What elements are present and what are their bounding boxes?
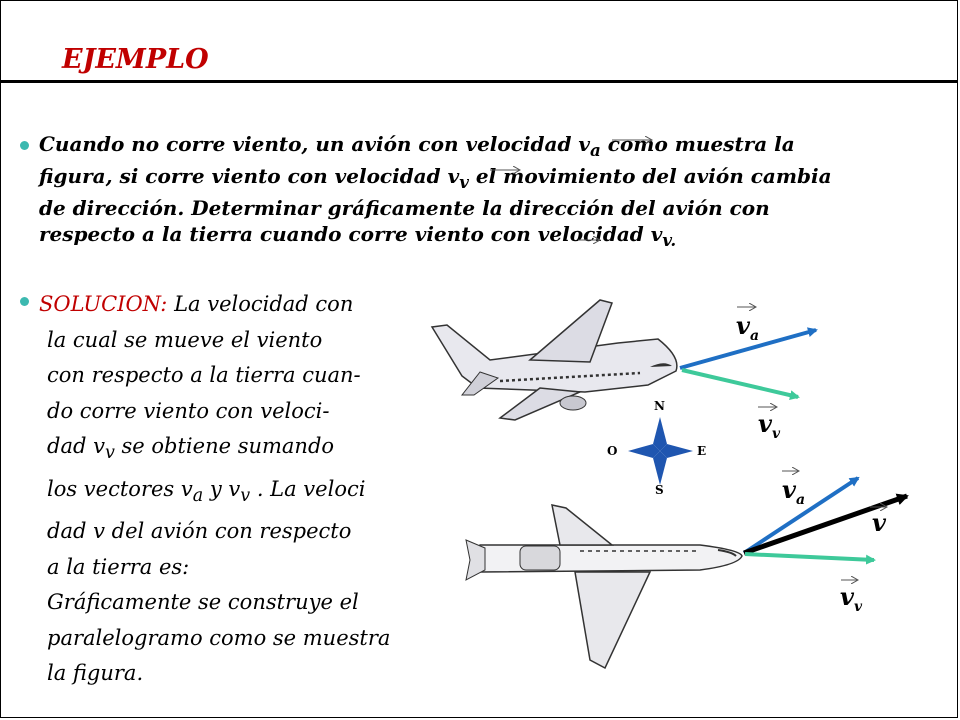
airplane-bottom-icon (466, 505, 742, 668)
para-line4: respecto a la tierra cuando corre viento con velocidad v (39, 222, 663, 246)
compass-icon (628, 417, 693, 485)
solution-line: Gráficamente se construye el (47, 590, 359, 615)
solution-sub: a (192, 485, 204, 506)
compass-west-label: O (607, 444, 618, 458)
vector-vv-arrow-2 (745, 554, 874, 560)
slide-title: EJEMPLO (62, 44, 209, 75)
para-sub-a: a (590, 140, 601, 160)
solution-line: se obtiene sumando (114, 434, 335, 458)
solution-line: La velocidad con (167, 292, 354, 316)
solution-line: con respecto a la tierra cuan- (47, 363, 361, 387)
para-line1: Cuando no corre viento, un avión con velocidad v (39, 132, 591, 156)
solution-line: . La veloci (250, 476, 366, 501)
solution-line: los vectores v (47, 476, 193, 501)
compass-east-label: E (697, 444, 707, 458)
label-vv-2: $v_v$ (840, 582, 863, 615)
label-va-2: $v_a$ (782, 475, 806, 508)
label-va: $v_a$ (736, 311, 760, 344)
airplane-top-icon (432, 300, 677, 420)
solution-line: dad v (47, 434, 105, 458)
solution-line: y v (203, 476, 241, 501)
para-line1b: como muestra la (600, 132, 795, 156)
para-line3: de dirección. Determinar gráficamente la dirección del avión con (39, 196, 770, 220)
para-sub-v: v (459, 172, 469, 192)
vector-vv-arrow (682, 370, 798, 397)
solution-line: a la tierra es: (47, 554, 190, 579)
solution-line: la cual se mueve el viento (47, 327, 323, 352)
label-vv: $v_v$ (758, 409, 781, 442)
para-line2b: el movimiento del avión cambia (468, 164, 832, 188)
solution-line: dad v del avión con respecto (47, 519, 352, 544)
solution-label: SOLUCION: (39, 292, 168, 316)
compass-south-label: S (655, 483, 664, 497)
solution-sub: v (240, 485, 251, 506)
para-line2: figura, si corre viento con velocidad v (39, 164, 460, 188)
solution-line: paralelogramo como se muestra (47, 625, 391, 650)
solution-sub: v (104, 443, 115, 464)
label-v: v (872, 508, 886, 537)
solution-line: do corre viento con veloci- (47, 398, 330, 423)
solution-line: la figura. (47, 661, 144, 686)
para-line4-sub: v. (662, 230, 677, 250)
compass-north-label: N (654, 399, 665, 413)
